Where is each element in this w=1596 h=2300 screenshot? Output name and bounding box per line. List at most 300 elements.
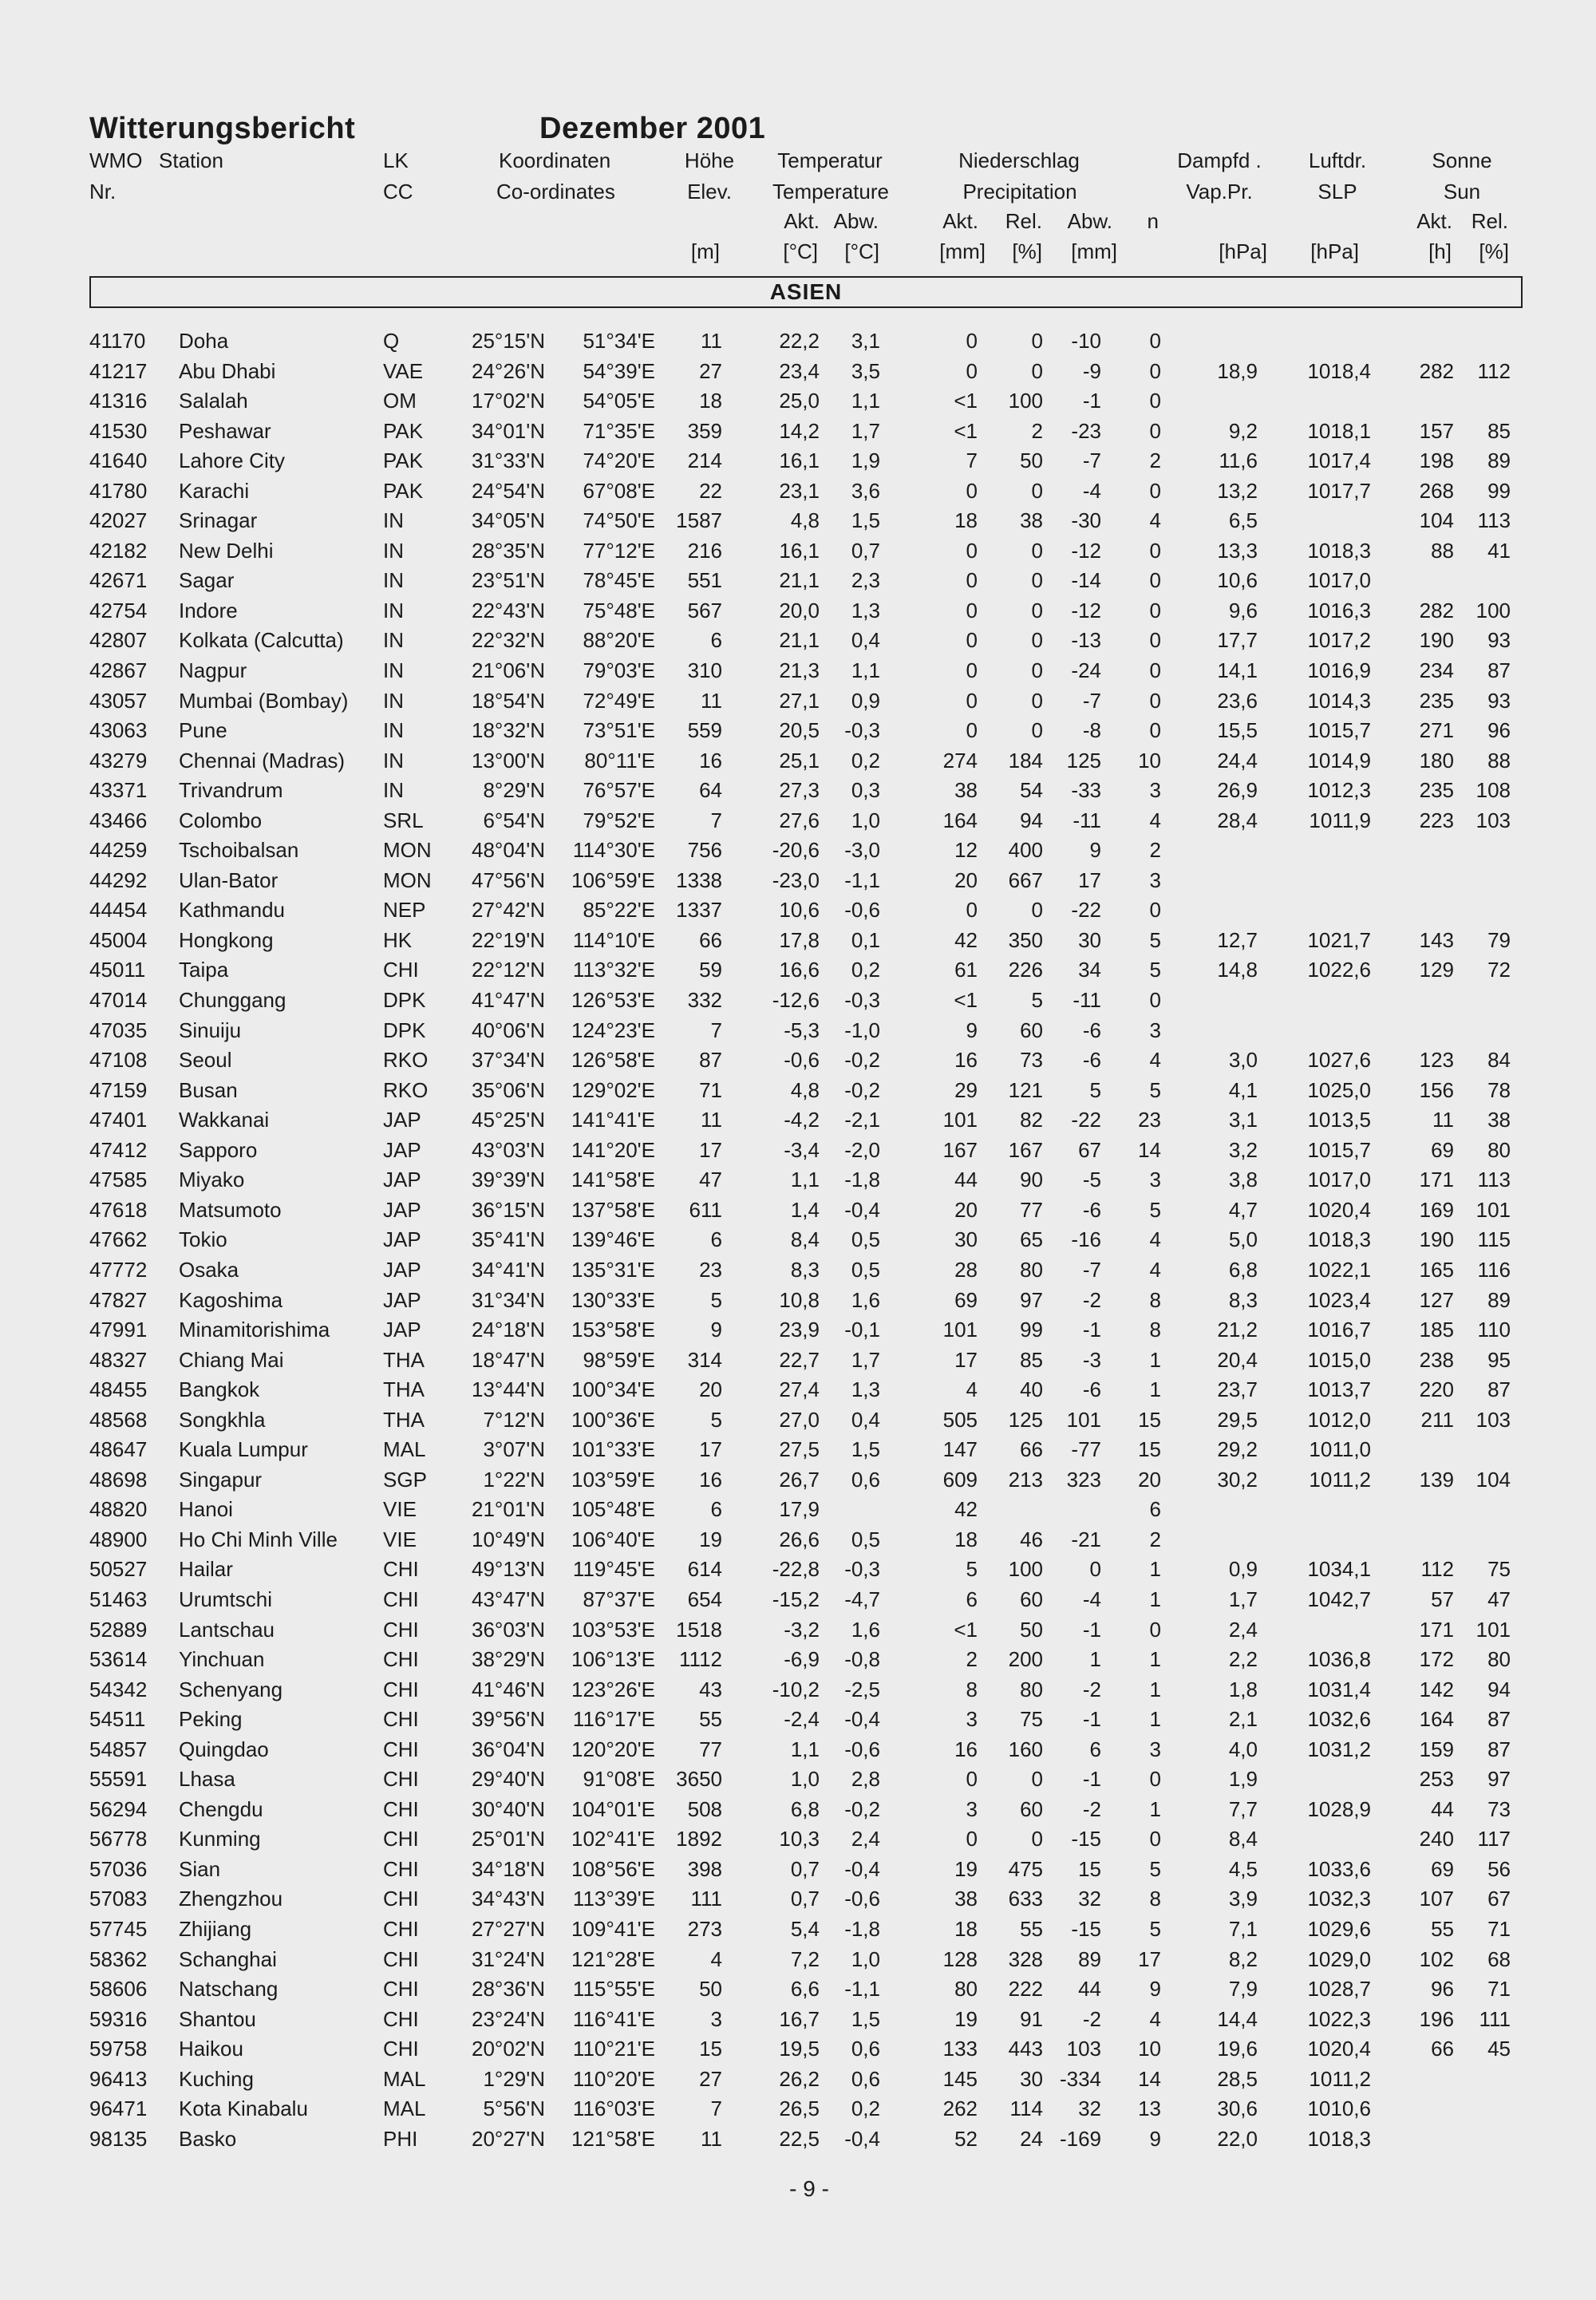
cell-precip-abw: -6: [1082, 1377, 1101, 1402]
cell-precip-abw: -2: [1082, 1287, 1101, 1312]
cell-precip-rel: 77: [1020, 1197, 1043, 1222]
cell-precip-abw: -5: [1082, 1168, 1101, 1192]
cell-precip-rel: 222: [1008, 1977, 1043, 2002]
cell-precip-abw: -9: [1082, 358, 1101, 383]
cell-elevation: 6: [710, 628, 722, 653]
cell-temp-abw: 1,9: [851, 449, 880, 473]
cell-country-code: RKO: [383, 1077, 429, 1102]
table-row: [0, 1376, 1596, 1406]
cell-precip-akt: 0: [966, 628, 978, 653]
table-row: [0, 1436, 1596, 1466]
cell-temp-akt: 20,5: [779, 718, 820, 743]
cell-elevation: 611: [689, 1197, 722, 1222]
cell-precip-rel: 184: [1008, 748, 1043, 773]
cell-elevation: 23: [699, 1257, 722, 1282]
cell-latitude: 25°01'N: [472, 1827, 545, 1851]
cell-station-name: Salalah: [179, 389, 248, 413]
cell-longitude: 126°58'E: [571, 1048, 655, 1073]
cell-temp-abw: 1,5: [851, 508, 880, 533]
cell-latitude: 34°05'N: [472, 508, 545, 533]
table-row: [0, 1676, 1596, 1706]
cell-longitude: 116°41'E: [572, 2006, 655, 2031]
cell-longitude: 100°34'E: [571, 1377, 655, 1402]
cell-vapour-pressure: 9,2: [1228, 418, 1258, 443]
cell-temp-akt: -5,3: [784, 1018, 820, 1042]
cell-wmo-nr: 44454: [89, 898, 148, 923]
cell-precip-rel: 0: [1031, 1767, 1043, 1792]
cell-precip-days: 5: [1149, 1856, 1161, 1881]
cell-precip-akt: 0: [966, 358, 978, 383]
cell-station-name: Ulan-Bator: [179, 867, 279, 892]
cell-sea-level-pressure: 1016,7: [1307, 1318, 1371, 1342]
cell-sun-hours: 104: [1419, 508, 1454, 533]
cell-precip-days: 20: [1138, 1467, 1161, 1492]
cell-sun-hours: 198: [1419, 449, 1454, 473]
cell-country-code: PAK: [383, 449, 424, 473]
cell-precip-abw: -4: [1082, 478, 1101, 503]
cell-temp-abw: 1,1: [851, 389, 880, 413]
table-row: [0, 1855, 1596, 1886]
table-row: [0, 657, 1596, 687]
cell-temp-akt: 10,6: [779, 898, 820, 923]
cell-wmo-nr: 57745: [89, 1916, 148, 1941]
cell-longitude: 87°37'E: [583, 1587, 655, 1611]
table-row: [0, 896, 1596, 927]
cell-longitude: 153°58'E: [571, 1318, 655, 1342]
table-row: [0, 626, 1596, 657]
cell-country-code: Q: [383, 329, 400, 353]
table-row: [0, 2006, 1596, 2036]
cell-wmo-nr: 48820: [89, 1497, 148, 1522]
cell-sea-level-pressure: 1017,0: [1307, 568, 1371, 593]
cell-temp-abw: -3,0: [844, 838, 880, 863]
cell-precip-rel: 55: [1020, 1916, 1043, 1941]
cell-wmo-nr: 50527: [89, 1557, 148, 1582]
cell-vapour-pressure: 8,3: [1228, 1287, 1258, 1312]
cell-country-code: MON: [383, 838, 432, 863]
cell-sun-hours: 156: [1419, 1077, 1454, 1102]
page-number: - 9 -: [789, 2176, 829, 2201]
cell-elevation: 314: [687, 1347, 722, 1372]
cell-precip-days: 0: [1149, 598, 1161, 622]
cell-temp-akt: 1,1: [790, 1737, 820, 1761]
cell-sun-relative: 104: [1476, 1467, 1511, 1492]
cell-temp-akt: 22,2: [779, 329, 820, 353]
cell-latitude: 34°18'N: [472, 1856, 545, 1881]
cell-temp-abw: -0,6: [844, 1887, 880, 1911]
cell-longitude: 104°01'E: [571, 1796, 655, 1821]
cell-sea-level-pressure: 1018,3: [1307, 538, 1371, 563]
cell-precip-abw: 44: [1078, 1977, 1101, 2002]
cell-precip-rel: 38: [1020, 508, 1043, 533]
cell-station-name: Minamitorishima: [179, 1318, 330, 1342]
cell-precip-rel: 91: [1020, 2006, 1043, 2031]
cell-elevation: 310: [687, 658, 722, 683]
cell-temp-abw: -4,7: [844, 1587, 880, 1611]
cell-sun-hours: 129: [1419, 958, 1454, 982]
cell-precip-rel: 85: [1020, 1347, 1043, 1372]
cell-precip-rel: 5: [1031, 988, 1043, 1013]
cell-temp-akt: -3,4: [784, 1137, 820, 1162]
cell-precip-abw: -15: [1071, 1916, 1101, 1941]
cell-temp-akt: 22,5: [779, 2126, 820, 2151]
cell-station-name: Singapur: [179, 1467, 263, 1492]
table-row: [0, 1736, 1596, 1766]
cell-temp-akt: 23,4: [779, 358, 820, 383]
cell-latitude: 36°04'N: [472, 1737, 545, 1761]
table-row: [0, 1196, 1596, 1227]
cell-vapour-pressure: 29,5: [1217, 1407, 1258, 1432]
cell-sea-level-pressure: 1017,0: [1307, 1168, 1371, 1192]
cell-temp-abw: 2,8: [851, 1767, 880, 1792]
cell-longitude: 106°59'E: [571, 867, 655, 892]
cell-latitude: 35°41'N: [472, 1227, 545, 1252]
cell-vapour-pressure: 2,1: [1228, 1707, 1258, 1732]
cell-station-name: Mumbai (Bombay): [179, 688, 349, 713]
cell-vapour-pressure: 23,7: [1217, 1377, 1258, 1402]
cell-country-code: IN: [383, 748, 404, 773]
cell-precip-akt: 6: [966, 1587, 978, 1611]
table-row: [0, 2065, 1596, 2096]
cell-sun-relative: 80: [1487, 1137, 1511, 1162]
cell-elevation: 20: [699, 1377, 722, 1402]
cell-latitude: 18°54'N: [472, 688, 545, 713]
cell-precip-abw: -30: [1071, 508, 1101, 533]
cell-sun-relative: 110: [1477, 1318, 1511, 1342]
header-koordinaten: Koordinaten: [499, 148, 611, 172]
cell-longitude: 74°50'E: [583, 508, 655, 533]
cell-vapour-pressure: 14,4: [1217, 2006, 1258, 2031]
cell-sun-hours: 235: [1419, 688, 1454, 713]
cell-sun-hours: 57: [1431, 1587, 1454, 1611]
cell-wmo-nr: 44292: [89, 867, 148, 892]
cell-precip-days: 3: [1149, 1737, 1161, 1761]
table-row: [0, 2095, 1596, 2125]
cell-station-name: Hailar: [179, 1557, 233, 1582]
cell-longitude: 103°53'E: [571, 1617, 655, 1642]
header-unit-precip-abw: [mm]: [1071, 239, 1117, 263]
cell-country-code: IN: [383, 598, 404, 622]
cell-elevation: 332: [687, 988, 722, 1013]
cell-vapour-pressure: 4,7: [1228, 1197, 1258, 1222]
cell-sea-level-pressure: 1022,1: [1307, 1257, 1371, 1282]
cell-country-code: JAP: [383, 1257, 421, 1282]
cell-latitude: 37°34'N: [472, 1048, 545, 1073]
cell-precip-rel: 0: [1031, 358, 1043, 383]
cell-elevation: 16: [699, 1467, 722, 1492]
cell-wmo-nr: 41170: [89, 329, 146, 353]
header-precip-abw: Abw.: [1067, 209, 1112, 233]
cell-precip-days: 3: [1149, 1168, 1161, 1192]
cell-latitude: 49°13'N: [472, 1557, 545, 1582]
cell-sea-level-pressure: 1031,2: [1307, 1737, 1371, 1761]
cell-longitude: 74°20'E: [583, 449, 655, 473]
cell-sun-hours: 271: [1419, 718, 1454, 743]
cell-temp-abw: 2,3: [851, 568, 880, 593]
cell-precip-rel: 50: [1020, 1617, 1043, 1642]
cell-country-code: CHI: [383, 958, 419, 982]
cell-precip-abw: -16: [1071, 1227, 1101, 1252]
header-coordinates: Co-ordinates: [496, 180, 615, 204]
cell-latitude: 6°54'N: [483, 808, 545, 832]
cell-sun-hours: 171: [1419, 1168, 1454, 1192]
header-temp-akt: Akt.: [784, 209, 820, 233]
cell-vapour-pressure: 28,4: [1217, 808, 1258, 832]
cell-precip-akt: 0: [966, 1827, 978, 1851]
cell-precip-rel: 30: [1020, 2066, 1043, 2091]
cell-sea-level-pressure: 1016,3: [1307, 598, 1371, 622]
cell-temp-abw: -0,4: [844, 2126, 880, 2151]
cell-sea-level-pressure: 1014,9: [1307, 748, 1371, 773]
cell-sun-relative: 45: [1487, 2037, 1511, 2061]
cell-longitude: 51°34'E: [583, 329, 655, 353]
cell-precip-akt: 16: [954, 1048, 978, 1073]
cell-precip-abw: -7: [1082, 688, 1101, 713]
cell-country-code: CHI: [383, 1796, 419, 1821]
cell-longitude: 77°12'E: [583, 538, 655, 563]
cell-longitude: 76°57'E: [583, 778, 655, 803]
cell-latitude: 41°46'N: [472, 1677, 545, 1701]
cell-longitude: 135°31'E: [571, 1257, 655, 1282]
cell-sea-level-pressure: 1015,7: [1307, 718, 1371, 743]
cell-elevation: 17: [699, 1137, 722, 1162]
cell-station-name: Schanghai: [179, 1946, 277, 1971]
cell-sun-relative: 38: [1487, 1108, 1511, 1132]
cell-precip-rel: 65: [1020, 1227, 1043, 1252]
header-precip-n: n: [1147, 209, 1159, 233]
cell-sun-relative: 87: [1487, 1737, 1511, 1761]
header-precip-rel: Rel.: [1005, 209, 1042, 233]
cell-precip-abw: -334: [1059, 2066, 1101, 2091]
cell-sun-relative: 115: [1477, 1227, 1511, 1252]
header-temperature: Temperature: [772, 180, 889, 204]
table-row: [0, 1526, 1596, 1556]
cell-latitude: 23°24'N: [472, 2006, 545, 2031]
cell-precip-days: 6: [1149, 1497, 1161, 1522]
cell-vapour-pressure: 8,4: [1228, 1827, 1258, 1851]
cell-precip-days: 0: [1149, 688, 1161, 713]
cell-precip-akt: 44: [954, 1168, 978, 1192]
header-temp-abw: Abw.: [833, 209, 879, 233]
cell-temp-abw: -0,1: [844, 1318, 880, 1342]
cell-sun-hours: 88: [1431, 538, 1454, 563]
cell-country-code: RKO: [383, 1048, 429, 1073]
cell-precip-rel: 200: [1008, 1647, 1043, 1672]
cell-sea-level-pressure: 1011,0: [1309, 1437, 1371, 1462]
cell-country-code: PHI: [383, 2126, 418, 2151]
station-table: [0, 327, 1596, 2155]
cell-precip-rel: 0: [1031, 478, 1043, 503]
cell-precip-rel: 80: [1020, 1257, 1043, 1282]
cell-precip-akt: 18: [954, 508, 978, 533]
cell-sun-relative: 100: [1476, 598, 1511, 622]
cell-vapour-pressure: 14,8: [1217, 958, 1258, 982]
cell-wmo-nr: 47662: [89, 1227, 148, 1252]
cell-sun-relative: 47: [1487, 1587, 1511, 1611]
cell-country-code: DPK: [383, 1018, 426, 1042]
cell-country-code: IN: [383, 538, 404, 563]
cell-latitude: 22°19'N: [472, 927, 545, 952]
cell-precip-days: 1: [1149, 1796, 1161, 1821]
table-row: [0, 1616, 1596, 1646]
cell-country-code: CHI: [383, 1916, 419, 1941]
cell-latitude: 34°41'N: [472, 1257, 545, 1282]
cell-temp-abw: 3,6: [851, 478, 880, 503]
cell-precip-abw: -7: [1082, 449, 1101, 473]
cell-vapour-pressure: 5,0: [1228, 1227, 1258, 1252]
cell-vapour-pressure: 2,4: [1228, 1617, 1258, 1642]
header-unit-sun-akt: [h]: [1428, 239, 1452, 263]
cell-vapour-pressure: 8,2: [1228, 1946, 1258, 1971]
cell-sun-hours: 157: [1419, 418, 1454, 443]
header-unit-m: [m]: [690, 239, 720, 263]
table-row: [0, 1286, 1596, 1317]
cell-precip-akt: 20: [954, 867, 978, 892]
header-luftdr: Luftdr.: [1308, 148, 1367, 172]
cell-temp-akt: 8,4: [790, 1227, 820, 1252]
cell-vapour-pressure: 7,1: [1228, 1916, 1258, 1941]
cell-precip-akt: 0: [966, 538, 978, 563]
cell-latitude: 31°33'N: [472, 449, 545, 473]
cell-precip-rel: 0: [1031, 658, 1043, 683]
cell-wmo-nr: 56778: [89, 1827, 148, 1851]
cell-longitude: 116°03'E: [572, 2096, 655, 2121]
cell-sun-relative: 116: [1477, 1257, 1511, 1282]
cell-station-name: Lantschau: [179, 1617, 275, 1642]
cell-latitude: 24°54'N: [472, 478, 545, 503]
cell-precip-days: 14: [1138, 2066, 1161, 2091]
cell-sea-level-pressure: 1033,6: [1307, 1856, 1371, 1881]
cell-elevation: 71: [699, 1077, 722, 1102]
cell-station-name: Chennai (Madras): [179, 748, 346, 773]
cell-longitude: 102°41'E: [571, 1827, 655, 1851]
cell-temp-akt: -23,0: [772, 867, 820, 892]
table-row: [0, 1796, 1596, 1826]
cell-temp-akt: -20,6: [772, 838, 820, 863]
cell-temp-abw: 0,3: [851, 778, 880, 803]
cell-precip-akt: 16: [954, 1737, 978, 1761]
cell-wmo-nr: 41530: [89, 418, 148, 443]
cell-precip-rel: 0: [1031, 329, 1043, 353]
table-row: [0, 537, 1596, 567]
cell-vapour-pressure: 7,9: [1228, 1977, 1258, 2002]
cell-latitude: 22°32'N: [472, 628, 545, 653]
cell-precip-days: 1: [1149, 1707, 1161, 1732]
header-elev: Elev.: [687, 180, 732, 204]
header-sun-akt: Akt.: [1416, 209, 1452, 233]
cell-elevation: 654: [687, 1587, 722, 1611]
table-row: [0, 687, 1596, 717]
cell-country-code: VIE: [383, 1527, 417, 1551]
cell-country-code: JAP: [383, 1287, 421, 1312]
cell-temp-abw: 1,7: [851, 1347, 880, 1372]
cell-precip-days: 1: [1149, 1347, 1161, 1372]
cell-precip-rel: 46: [1020, 1527, 1043, 1551]
cell-wmo-nr: 52889: [89, 1617, 148, 1642]
cell-precip-abw: 17: [1078, 867, 1101, 892]
cell-precip-days: 9: [1149, 1977, 1161, 2002]
cell-precip-akt: 18: [954, 1916, 978, 1941]
cell-latitude: 41°47'N: [472, 988, 545, 1013]
cell-station-name: Zhijiang: [179, 1916, 252, 1941]
cell-precip-akt: 19: [954, 1856, 978, 1881]
cell-temp-abw: 0,7: [851, 538, 880, 563]
cell-temp-abw: -0,3: [844, 988, 880, 1013]
cell-vapour-pressure: 3,8: [1228, 1168, 1258, 1192]
cell-longitude: 108°56'E: [571, 1856, 655, 1881]
cell-precip-rel: 121: [1008, 1077, 1043, 1102]
cell-precip-akt: 145: [942, 2066, 978, 2091]
table-row: [0, 1466, 1596, 1496]
header-unit-vappr: [hPa]: [1219, 239, 1267, 263]
cell-country-code: VIE: [383, 1497, 417, 1522]
cell-precip-akt: 80: [954, 1977, 978, 2002]
cell-latitude: 45°25'N: [472, 1108, 545, 1132]
cell-station-name: Peking: [179, 1707, 243, 1732]
cell-sun-hours: 44: [1431, 1796, 1454, 1821]
cell-elevation: 756: [687, 838, 722, 863]
cell-sun-hours: 169: [1419, 1197, 1454, 1222]
cell-precip-days: 10: [1138, 2037, 1161, 2061]
cell-sun-hours: 196: [1419, 2006, 1454, 2031]
cell-precip-days: 5: [1149, 1916, 1161, 1941]
cell-wmo-nr: 57036: [89, 1856, 148, 1881]
cell-country-code: MON: [383, 867, 432, 892]
cell-precip-akt: 609: [942, 1467, 978, 1492]
cell-sun-hours: 172: [1419, 1647, 1454, 1672]
cell-precip-abw: 0: [1089, 1557, 1101, 1582]
cell-precip-rel: 54: [1020, 778, 1043, 803]
cell-temp-abw: 0,2: [851, 2096, 880, 2121]
cell-precip-abw: 34: [1078, 958, 1101, 982]
cell-temp-abw: 3,1: [851, 329, 880, 353]
cell-station-name: Sagar: [179, 568, 235, 593]
cell-precip-abw: -4: [1082, 1587, 1101, 1611]
cell-precip-akt: 30: [954, 1227, 978, 1252]
cell-vapour-pressure: 9,6: [1228, 598, 1258, 622]
cell-longitude: 79°03'E: [583, 658, 655, 683]
header-unit-slp: [hPa]: [1310, 239, 1359, 263]
cell-elevation: 11: [701, 688, 722, 713]
cell-temp-akt: -6,9: [784, 1647, 820, 1672]
cell-elevation: 1337: [676, 898, 722, 923]
cell-wmo-nr: 48698: [89, 1467, 148, 1492]
cell-sun-relative: 93: [1487, 688, 1511, 713]
cell-station-name: Tschoibalsan: [179, 838, 299, 863]
cell-wmo-nr: 41316: [89, 389, 148, 413]
cell-country-code: IN: [383, 568, 404, 593]
cell-precip-akt: 4: [966, 1377, 978, 1402]
table-row: [0, 387, 1596, 417]
cell-temp-abw: -0,4: [844, 1707, 880, 1732]
header-slp: SLP: [1317, 180, 1357, 204]
cell-sun-relative: 113: [1477, 1168, 1511, 1192]
cell-wmo-nr: 47585: [89, 1168, 148, 1192]
table-row: [0, 1885, 1596, 1915]
table-row: [0, 1646, 1596, 1676]
cell-temp-abw: 0,6: [851, 2037, 880, 2061]
cell-elevation: 7: [710, 808, 722, 832]
cell-latitude: 24°18'N: [472, 1318, 545, 1342]
cell-temp-akt: 1,0: [790, 1767, 820, 1792]
cell-precip-days: 0: [1149, 568, 1161, 593]
section-heading-asien: ASIEN: [89, 276, 1523, 308]
cell-country-code: VAE: [383, 358, 424, 383]
cell-precip-abw: 32: [1078, 1887, 1101, 1911]
cell-wmo-nr: 42867: [89, 658, 148, 683]
cell-precip-abw: -11: [1073, 988, 1101, 1013]
cell-elevation: 3650: [676, 1767, 722, 1792]
